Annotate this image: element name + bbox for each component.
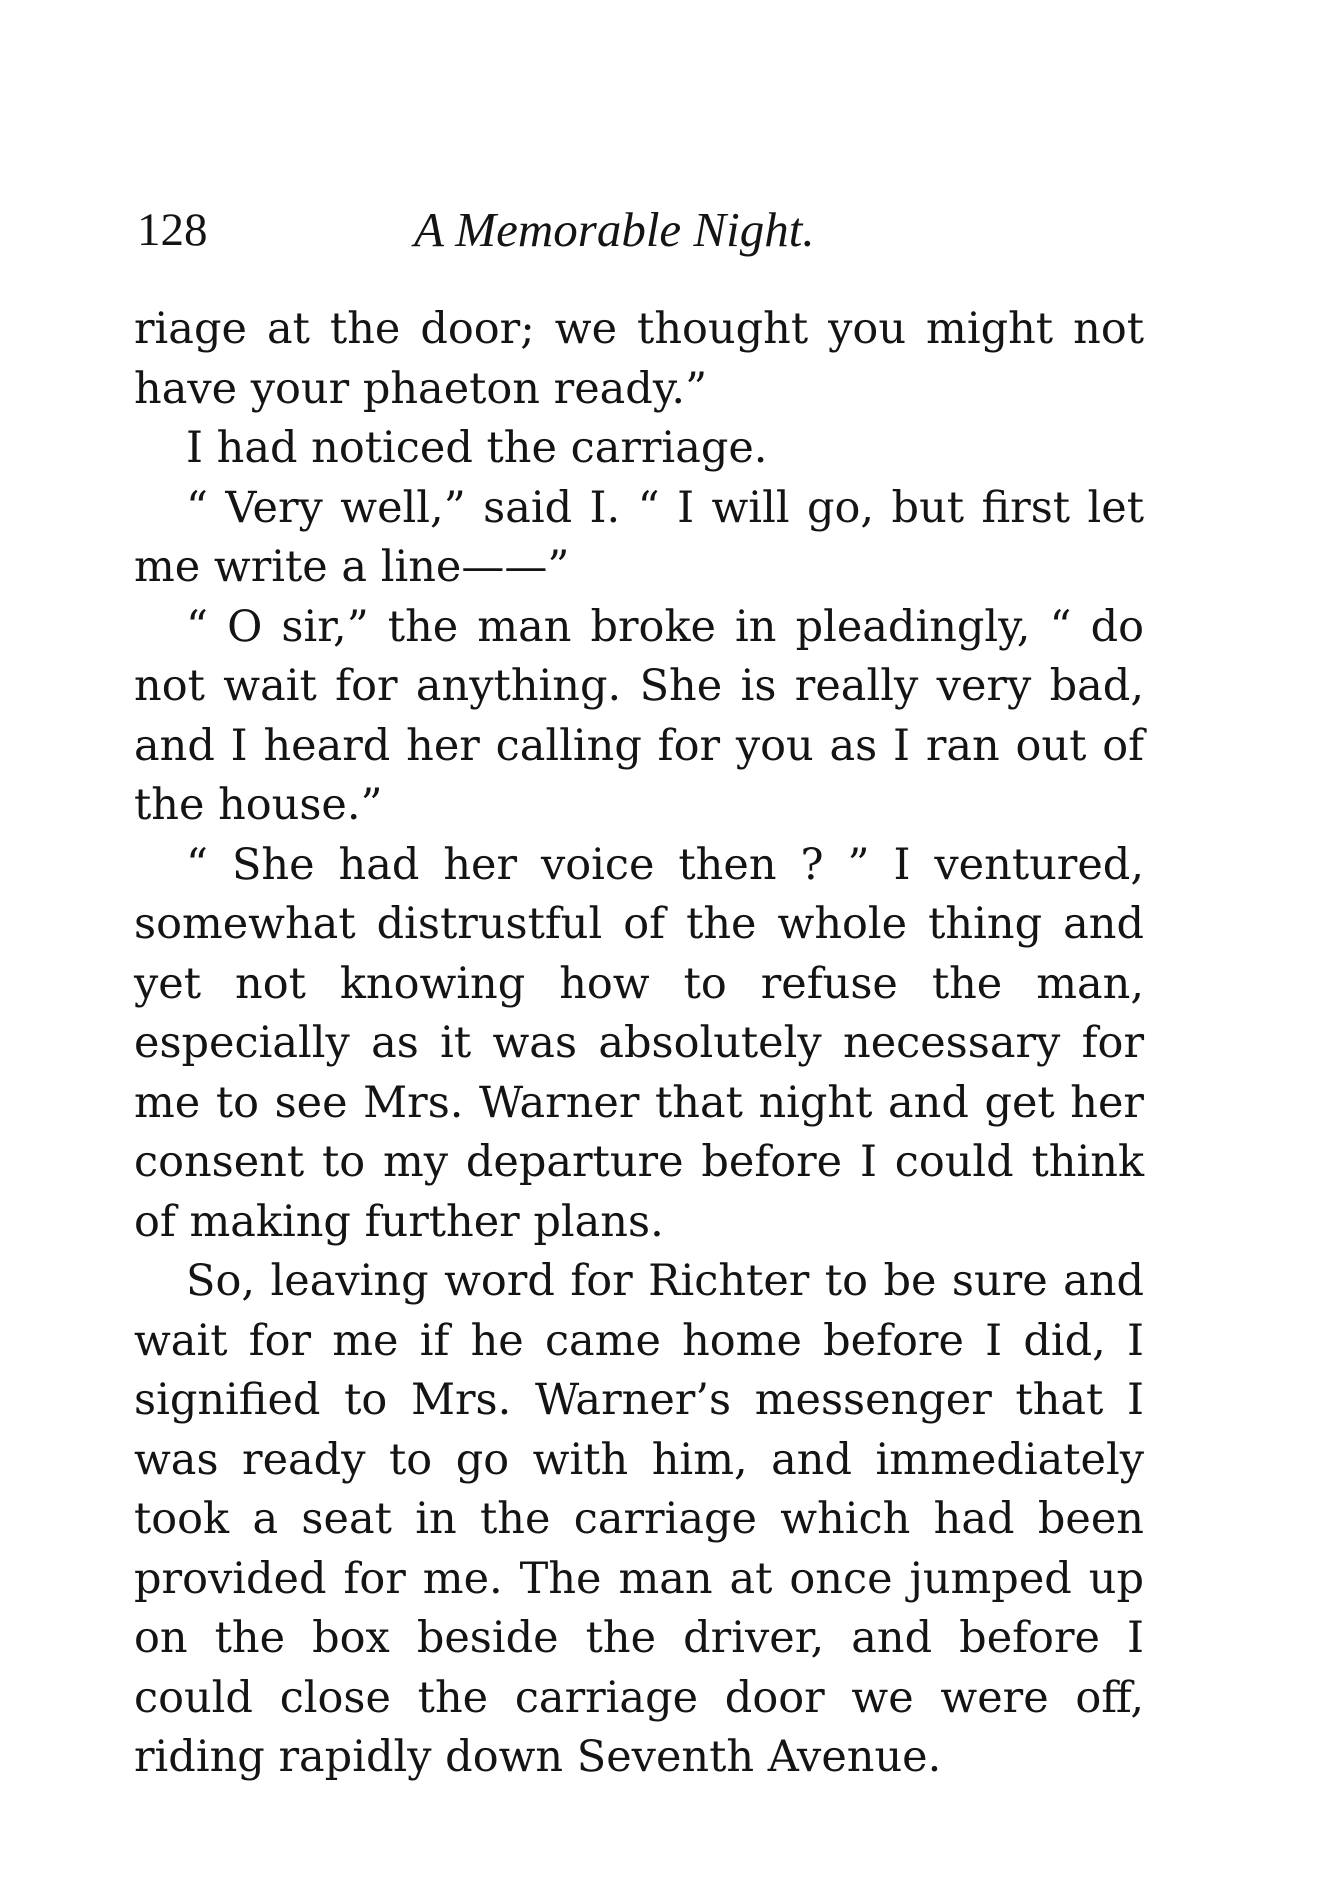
page-number: 128 — [137, 204, 208, 256]
paragraph: So, leaving word for Richter to be sure and wait for me if he came home before I did, I signified to Mrs. Warner’s messenger that I was ready to go with him, and immediately took a seat in the carriage which had been provided for me. The man at once jumped up on the box beside the driver, and before I could close the carriage door we were off, riding rapidly down Seventh Avenue. — [134, 1256, 1144, 1782]
running-title: A Memorable Night. — [414, 202, 815, 257]
paragraph: “ She had her voice then ? ” I ventured, somewhat distrustful of the whole thing and yet not knowing how to refuse the man, especially as it was absolutely necessary for me to see Mrs. Warner that night and get her consent to my departure before I could think of making further plans. — [134, 839, 1144, 1247]
paragraph: “ O sir,” the man broke in pleadingly, “ do not wait for anything. She is really very bad, and I heard her calling for you as I ran out of the house.” — [134, 601, 1144, 830]
paragraph: I had noticed the carriage. — [186, 423, 768, 473]
running-head — [137, 200, 1137, 270]
paragraph: “ Very well,” said I. “ I will go, but first let me write a line——” — [134, 482, 1144, 592]
paragraph-continued: riage at the door; we thought you might not have your phaeton ready.” — [134, 304, 1144, 414]
body-text — [134, 300, 1144, 1788]
